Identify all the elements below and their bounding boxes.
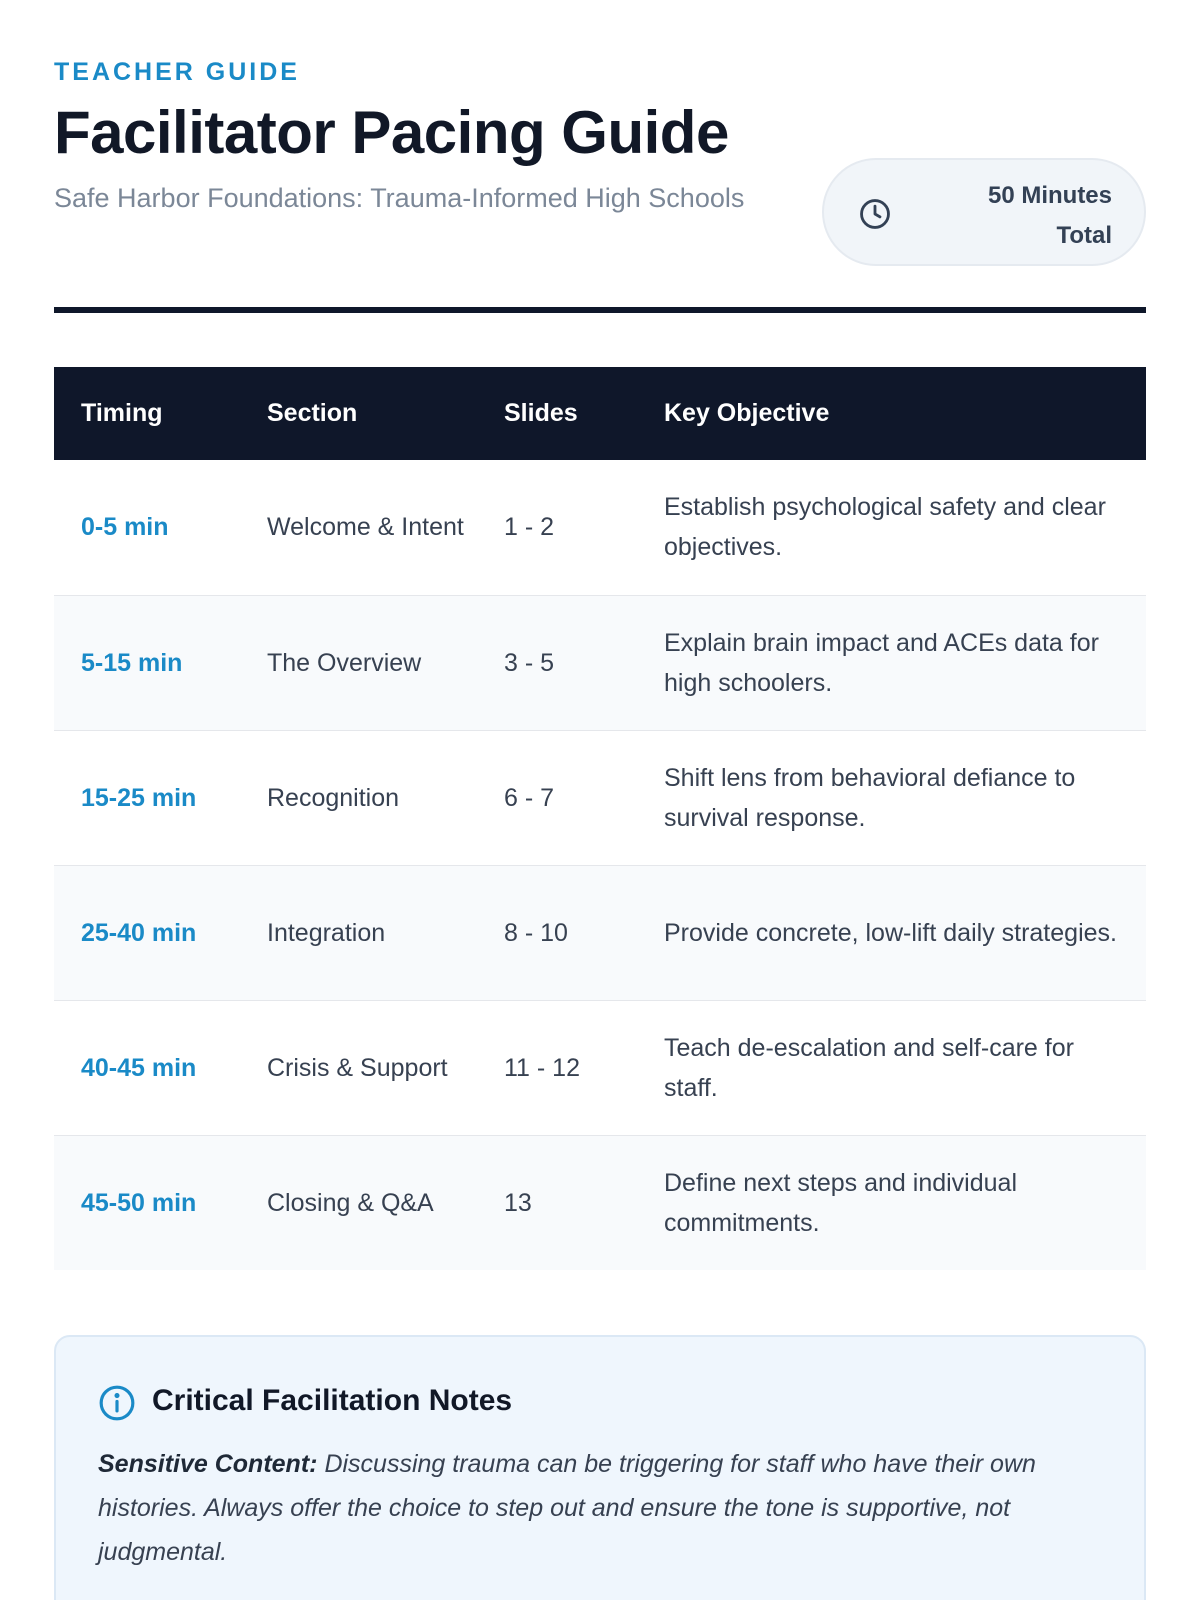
- section-cell: Welcome & Intent: [267, 513, 464, 542]
- column-header-section: Section: [267, 399, 358, 427]
- eyebrow-label: TEACHER GUIDE: [54, 58, 300, 86]
- table-row: [54, 865, 1146, 1000]
- timing-cell: 15-25 min: [81, 783, 197, 812]
- table-row: [54, 1000, 1146, 1135]
- facilitation-notes-callout: [54, 1335, 1146, 1600]
- table-row: [54, 730, 1146, 865]
- objective-cell: Teach de-escalation and self-care for staff.: [664, 1033, 1074, 1102]
- notes-text: Discussing trauma can be triggering for staff who have their own histories. Always offer the choice to step out and ensure the tone is supportive, not judgmental.: [98, 1450, 1036, 1566]
- total-duration-badge: [822, 158, 1146, 266]
- timing-cell: 25-40 min: [81, 918, 197, 947]
- timing-cell: 0-5 min: [81, 513, 169, 542]
- table-row: [54, 1135, 1146, 1270]
- timing-cell: 5-15 min: [81, 648, 183, 677]
- objective-cell: Explain brain impact and ACEs data for high schoolers.: [664, 628, 1099, 697]
- column-header-objective: Key Objective: [664, 399, 830, 427]
- objective-cell: Establish psychological safety and clear objectives.: [664, 493, 1106, 562]
- table-row: [54, 595, 1146, 730]
- objective-cell: Shift lens from behavioral defiance to survival response.: [664, 763, 1076, 832]
- timing-cell: 40-45 min: [81, 1053, 197, 1082]
- column-header-timing: Timing: [81, 399, 163, 427]
- notes-title: Critical Facilitation Notes: [152, 1384, 513, 1417]
- column-header-slides: Slides: [504, 399, 578, 427]
- slides-cell: 3 - 5: [504, 648, 555, 677]
- objective-cell: Define next steps and individual commitments.: [664, 1168, 1018, 1237]
- slides-cell: 1 - 2: [504, 513, 555, 542]
- notes-lead: Sensitive Content:: [98, 1450, 318, 1478]
- section-cell: Closing & Q&A: [267, 1188, 434, 1217]
- page-subtitle: Safe Harbor Foundations: Trauma-Informed High Schools: [54, 183, 745, 213]
- table-row: [54, 460, 1146, 595]
- timing-cell: 45-50 min: [81, 1188, 197, 1217]
- slides-cell: 8 - 10: [504, 918, 568, 947]
- clock-icon: [858, 197, 892, 231]
- section-cell: Integration: [267, 918, 386, 947]
- total-duration-line1: 50 Minutes: [987, 182, 1112, 209]
- info-icon: [98, 1384, 136, 1422]
- notes-body: [98, 1442, 1108, 1574]
- section-cell: Crisis & Support: [267, 1053, 448, 1082]
- table-header-row: [54, 367, 1146, 460]
- slides-cell: 6 - 7: [504, 783, 555, 812]
- section-cell: The Overview: [267, 648, 422, 677]
- slides-cell: 13: [504, 1188, 532, 1217]
- total-duration-label: [988, 176, 1112, 256]
- page-title: Facilitator Pacing Guide: [54, 99, 729, 166]
- header-divider: [54, 307, 1146, 313]
- total-duration-line2: Total: [1056, 222, 1112, 249]
- objective-cell: Provide concrete, low-lift daily strategies.: [664, 918, 1117, 947]
- pacing-table: [54, 367, 1146, 1270]
- slides-cell: 11 - 12: [504, 1053, 580, 1082]
- section-cell: Recognition: [267, 783, 400, 812]
